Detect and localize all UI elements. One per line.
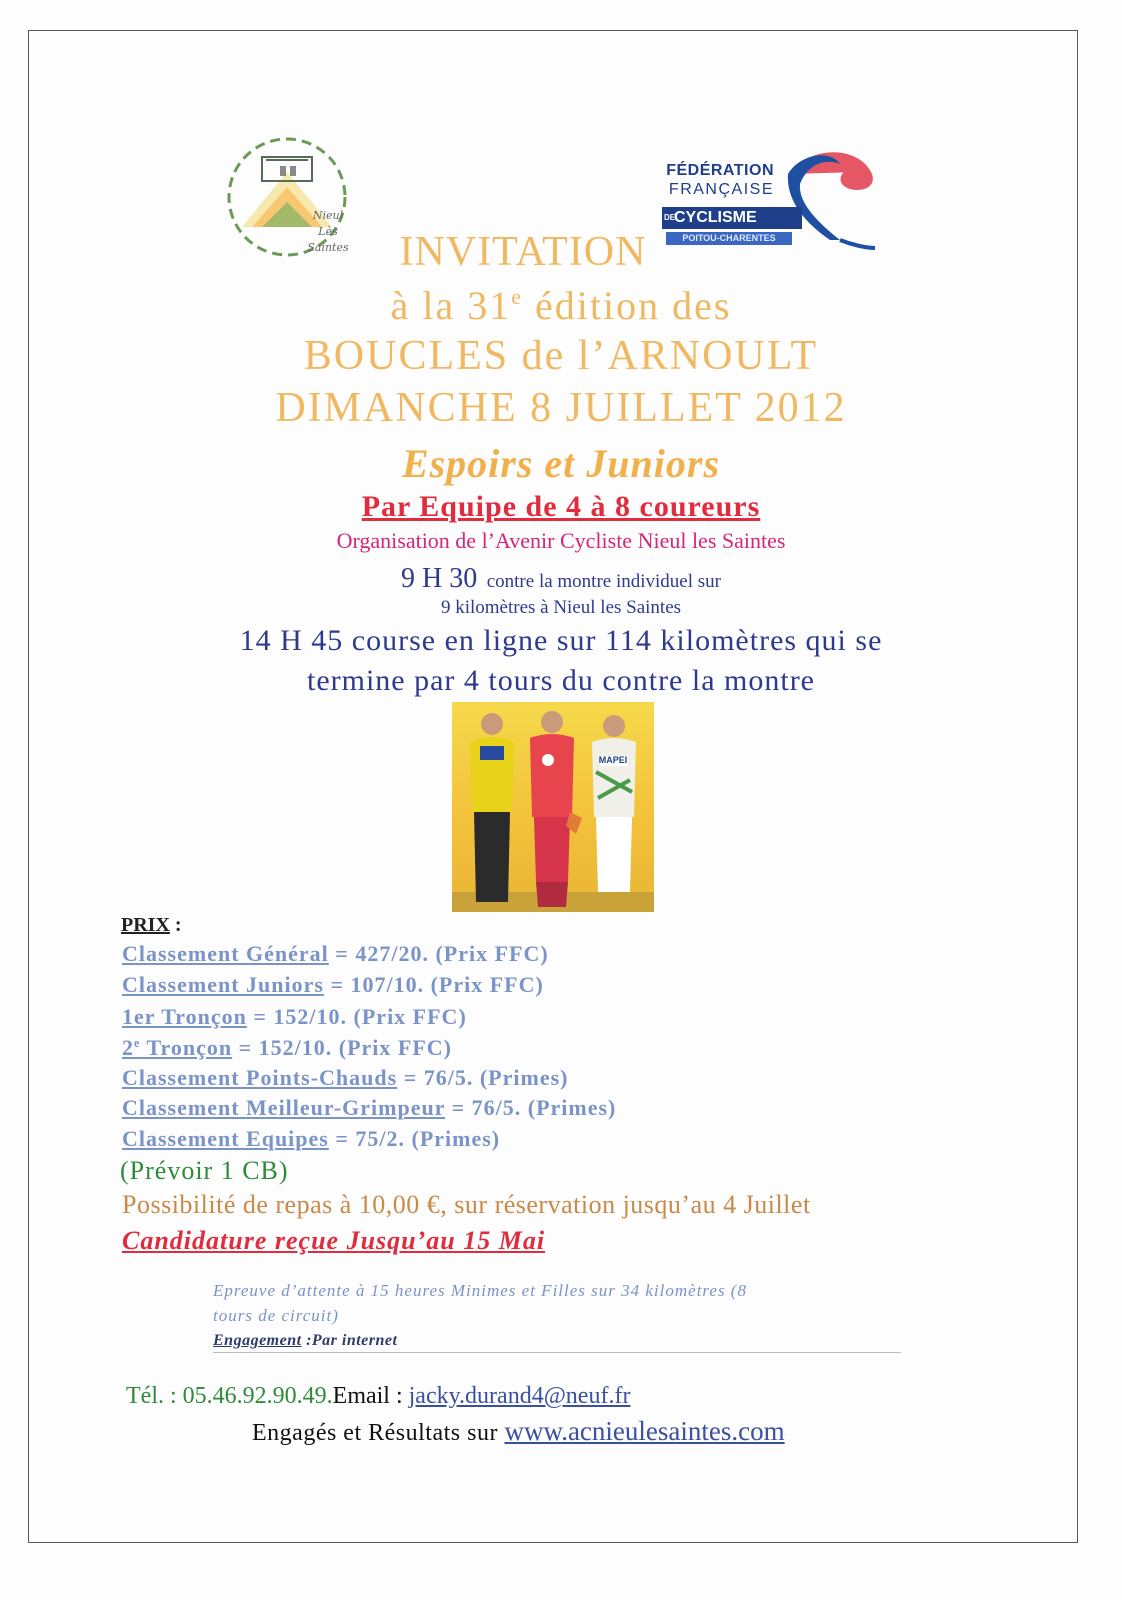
team-size: Par Equipe de 4 à 8 coureurs — [361, 490, 761, 523]
ffc-text-francaise: FRANÇAISE — [668, 181, 774, 198]
prize-label: Classement Points-Chauds — [122, 1065, 398, 1090]
edition-prefix: à la 31 — [390, 283, 512, 328]
prize-label: Classement Meilleur-Grimpeur — [122, 1095, 446, 1120]
prize-label: Classement Juniors — [122, 972, 324, 997]
time-1-text-2: 9 kilomètres à Nieul les Saintes — [440, 597, 682, 618]
time-1-text: contre la montre individuel sur — [486, 571, 721, 592]
prize-value: = 76/5. (Primes) — [397, 1065, 569, 1090]
prizes-heading-line — [121, 914, 182, 937]
results-line — [252, 1416, 785, 1447]
prize-row — [122, 1004, 467, 1030]
club-logo-text-3: Saintes — [307, 241, 349, 254]
prize-value: = 76/5. (Primes) — [445, 1095, 617, 1120]
edition-suffix: édition des — [522, 283, 732, 328]
race-name: BOUCLES de l’ARNOULT — [303, 333, 819, 379]
prize-label: Classement Equipes — [122, 1126, 329, 1151]
time-2-line-2: termine par 4 tours du contre la montre — [306, 664, 815, 697]
ffc-text-cyclisme: CYCLISME — [674, 209, 757, 226]
deadline-note: Candidature reçue Jusqu’au 15 Mai — [122, 1226, 546, 1255]
time-1: 9 H 30 — [400, 563, 478, 594]
invitation-title: INVITATION — [399, 229, 647, 275]
prize-row — [122, 1095, 616, 1121]
prize-value: = 107/10. (Prix FFC) — [323, 972, 544, 997]
prize-value: = 152/10. (Prix FFC) — [232, 1035, 453, 1060]
divider — [213, 1352, 901, 1353]
engagement-text: :Par internet — [301, 1332, 398, 1349]
engagement-label: Engagement — [213, 1332, 302, 1349]
time-1-line — [0, 563, 1122, 595]
phone: Tél. : 05.46.92.90.49. — [126, 1383, 333, 1409]
extra-info — [213, 1278, 747, 1353]
prize-row — [122, 972, 544, 998]
ffc-text-region: POITOU-CHARENTES — [666, 232, 792, 245]
prize-row — [122, 1035, 452, 1061]
categories: Espoirs et Juniors — [401, 441, 721, 486]
race-date: DIMANCHE 8 JUILLET 2012 — [275, 385, 847, 431]
prize-label-number: 2 — [122, 1035, 134, 1060]
website-link[interactable]: www.acnieulesaintes.com — [504, 1416, 785, 1446]
edition-line — [0, 282, 1122, 329]
prizes-heading: PRIX — [121, 914, 170, 936]
meal-note: Possibilité de repas à 10,00 €, sur réservation jusqu’au 4 Juillet — [122, 1190, 811, 1219]
email-label: Email : — [332, 1383, 409, 1409]
ffc-text-federation: FÉDÉRATION — [666, 162, 774, 179]
ffc-text-de: DE — [664, 212, 676, 222]
podium-photo — [452, 702, 654, 912]
prize-label-sup: e — [134, 1036, 141, 1051]
prizes-heading-colon: : — [169, 914, 182, 936]
extra-line-1: Epreuve d’attente à 15 heures Minimes et Filles sur 34 kilomètres (8 — [213, 1281, 747, 1300]
prize-label: 1er Tronçon — [122, 1004, 247, 1029]
results-label: Engagés et Résultats sur — [252, 1420, 505, 1446]
organisation: Organisation de l’Avenir Cycliste Nieul les Saintes — [336, 528, 786, 553]
contact-line — [126, 1383, 630, 1410]
prize-value: = 427/20. (Prix FFC) — [328, 941, 549, 966]
prize-row — [122, 1065, 568, 1091]
podium-photo-image — [452, 702, 654, 912]
prize-label: Classement Général — [122, 941, 329, 966]
podium-jersey-text: MAPEI — [598, 755, 628, 765]
club-logo-text-2: Lès — [318, 225, 338, 238]
cb-note: (Prévoir 1 CB) — [120, 1156, 289, 1185]
email-link[interactable]: jacky.durand4@neuf.fr — [408, 1383, 631, 1409]
prize-value: = 152/10. (Prix FFC) — [246, 1004, 467, 1029]
club-logo-text-1: Nieul — [312, 209, 344, 222]
prize-row — [122, 1126, 500, 1152]
prize-value: = 75/2. (Primes) — [328, 1126, 501, 1151]
prize-label: Tronçon — [140, 1035, 233, 1060]
time-2-line-1: 14 H 45 course en ligne sur 114 kilomètres qui se — [239, 624, 883, 657]
prize-row — [122, 941, 549, 967]
extra-line-2: tours de circuit) — [213, 1306, 339, 1325]
edition-sup: e — [511, 284, 523, 310]
